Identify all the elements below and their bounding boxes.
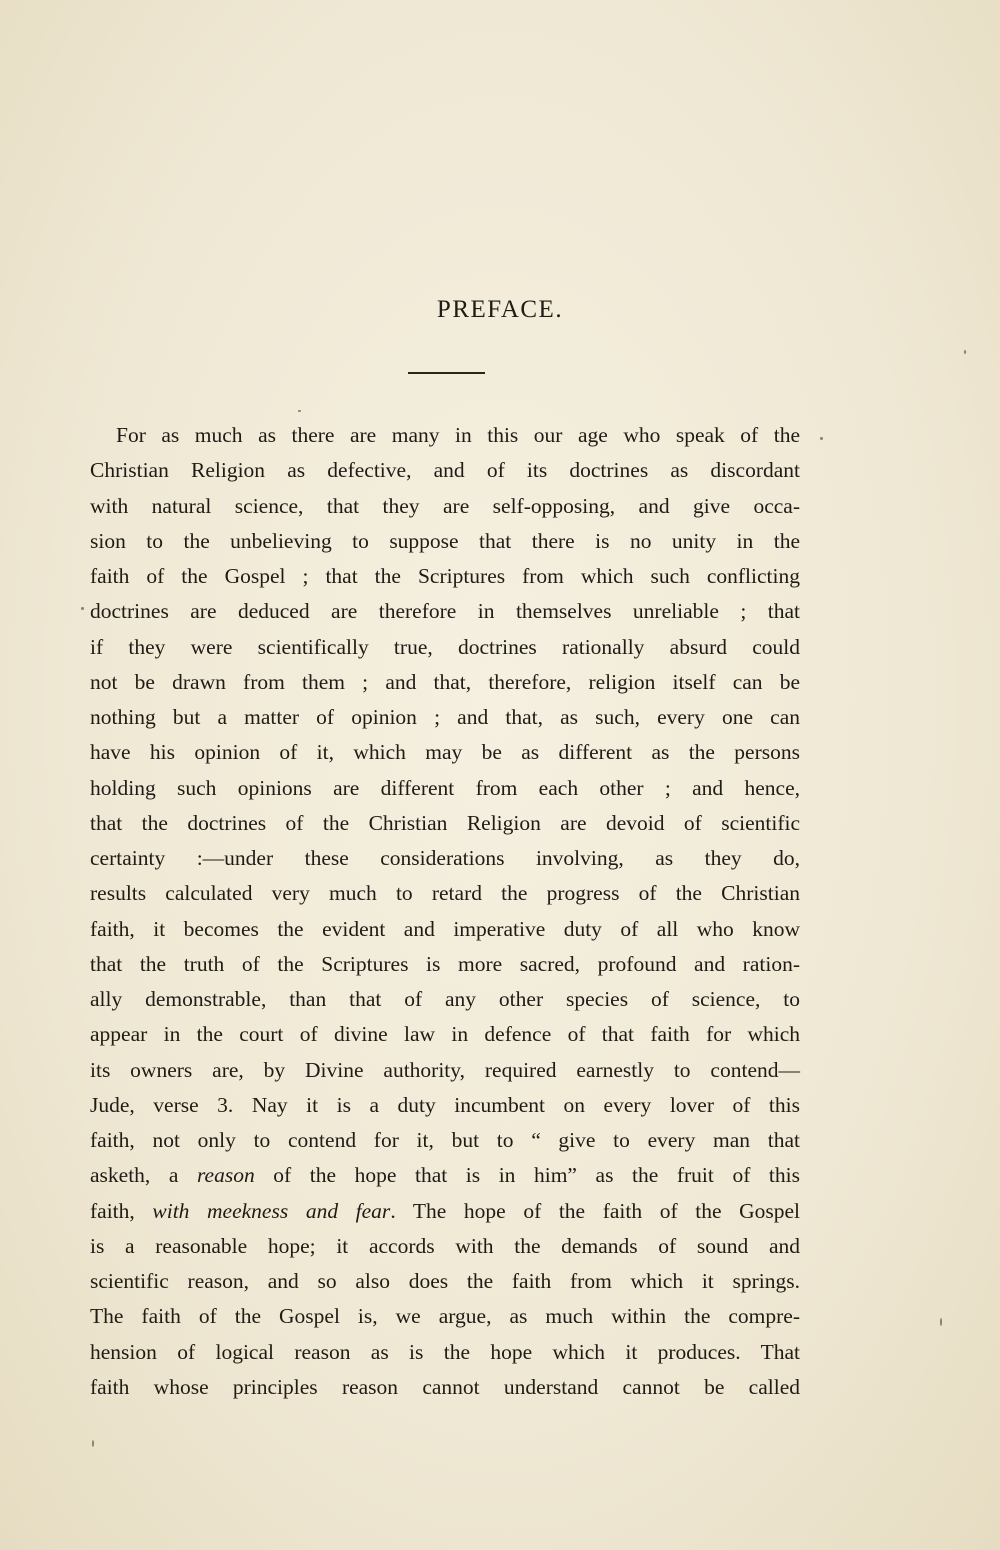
italic-emphasis: with meekness and fear — [152, 1198, 391, 1223]
text-line: appear in the court of divine law in defence of that faith for which — [90, 1022, 800, 1047]
text-line: sion to the unbelieving to suppose that there is no unity in the — [90, 528, 800, 553]
page-heading: PREFACE. — [436, 296, 564, 323]
text-line: The faith of the Gospel is, we argue, as much within the compre- — [90, 1304, 800, 1329]
paper-speck — [964, 350, 966, 354]
text-line: its owners are, by Divine authority, required earnestly to contend— — [90, 1057, 800, 1082]
text-line: holding such opinions are different from each other ; and hence, — [90, 775, 800, 800]
text-line: ally demonstrable, than that of any other species of science, to — [90, 987, 800, 1011]
text-line: that the doctrines of the Christian Religion are devoid of scientific — [90, 810, 800, 835]
paper-speck — [298, 410, 301, 412]
paper-speck — [820, 437, 823, 440]
text-line: is a reasonable hope; it accords with the demands of sound and — [90, 1233, 800, 1258]
text-line: hension of logical reason as is the hope which it produces. That — [90, 1339, 800, 1364]
text-line: results calculated very much to retard the progress of the Christian — [90, 881, 800, 906]
text-line: doctrines are deduced are therefore in themselves unreliable ; that — [90, 599, 800, 624]
text-line: faith, not only to contend for it, but to “ give to every man that — [90, 1128, 800, 1152]
text-line: have his opinion of it, which may be as different as the persons — [90, 740, 800, 765]
text-line: asketh, a reason of the hope that is in him” as the fruit of this — [90, 1163, 800, 1188]
text-line: that the truth of the Scriptures is more sacred, profound and ration- — [90, 951, 800, 976]
paper-speck — [81, 607, 84, 610]
paper-speck — [940, 1318, 942, 1326]
paper-speck — [92, 1440, 94, 1447]
text-line: certainty :—under these considerations involving, as they do, — [90, 846, 800, 870]
text-line: faith, it becomes the evident and imperative duty of all who know — [90, 916, 800, 941]
text-line: with natural science, that they are self-opposing, and give occa- — [90, 493, 800, 518]
text-line: nothing but a matter of opinion ; and that, as such, every one can — [90, 705, 800, 729]
text-line: scientific reason, and so also does the faith from which it springs. — [90, 1269, 800, 1293]
heading-rule — [408, 372, 485, 374]
text-line: faith of the Gospel ; that the Scriptures from which such conflicting — [90, 564, 800, 588]
text-line: faith whose principles reason cannot understand cannot be called — [90, 1374, 800, 1399]
italic-emphasis: reason — [196, 1163, 255, 1188]
text-line: if they were scientifically true, doctrines rationally absurd could — [90, 634, 800, 659]
text-line: For as much as there are many in this our age who speak of the — [116, 423, 800, 447]
text-line: not be drawn from them ; and that, therefore, religion itself can be — [90, 669, 800, 694]
text-line: Jude, verse 3. Nay it is a duty incumbent on every lover of this — [90, 1092, 800, 1117]
text-line: faith, with meekness and fear. The hope of the faith of the Gospel — [90, 1198, 801, 1223]
text-line: Christian Religion as defective, and of its doctrines as discordant — [90, 458, 800, 483]
preface-body — [90, 418, 800, 1405]
